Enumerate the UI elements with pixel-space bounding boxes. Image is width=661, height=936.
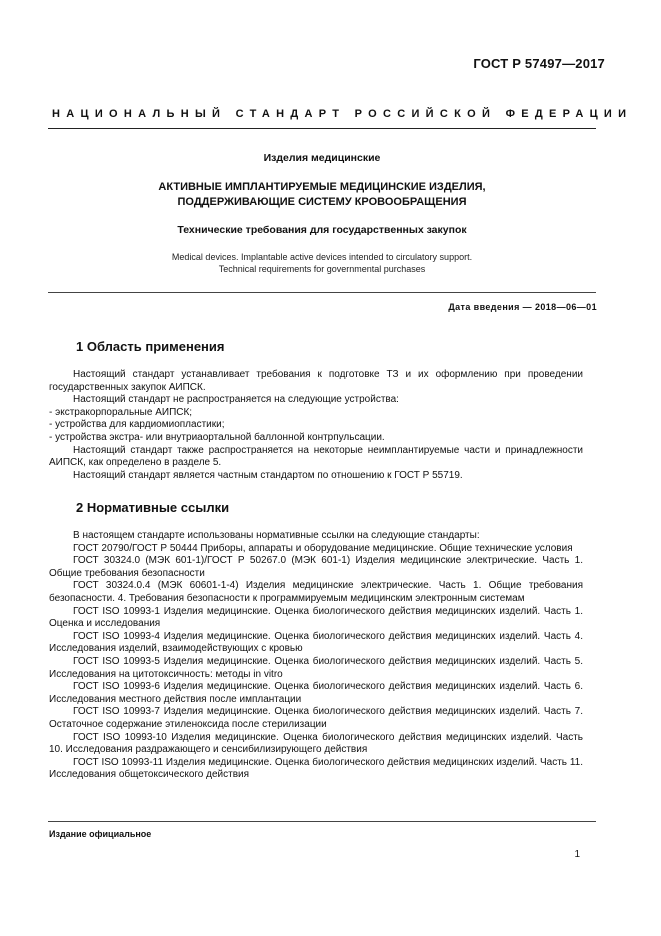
paragraph: Настоящий стандарт также распространяется на некоторые неимплантируемые части и принадлежности АИПСК, как определено в разделе 5. (49, 444, 583, 469)
section-2-heading: 2 Нормативные ссылки (76, 500, 230, 515)
section-1-heading: 1 Область применения (76, 339, 225, 354)
document-subtitle: Изделия медицинские (263, 152, 381, 164)
title-line-2: ПОДДЕРЖИВАЮЩИЕ СИСТЕМУ КРОВООБРАЩЕНИЯ (177, 196, 467, 208)
technical-requirements-title: Технические требования для государственных закупок (177, 224, 467, 236)
title-line-1: АКТИВНЫЕ ИМПЛАНТИРУЕМЫЕ МЕДИЦИНСКИЕ ИЗДЕЛИЯ, (158, 181, 486, 193)
page-number: 1 (574, 849, 580, 860)
paragraph: Настоящий стандарт не распространяется на следующие устройства: (73, 394, 399, 406)
english-title-line-2: Technical requirements for governmental purchases (218, 264, 426, 274)
document-title (48, 180, 596, 210)
official-edition-label: Издание официальное (49, 829, 152, 839)
reference-item: ГОСТ ISO 10993-10 Изделия медицинские. Оценка биологического действия медицинских изделий. Часть 10. Исследования раздражающего и сенсибилизирующего действия (49, 731, 583, 756)
list-item: - устройства экстра- или внутриаортальной баллонной контрпульсации. (49, 431, 385, 443)
reference-item: ГОСТ ISO 10993-4 Изделия медицинские. Оценка биологического действия медицинских изделий. Часть 4. Исследования изделий, взаимодействующих с кровью (49, 630, 583, 655)
paragraph: В настоящем стандарте использованы нормативные ссылки на следующие стандарты: (73, 530, 480, 541)
section-2-body (49, 530, 583, 782)
reference-item: ГОСТ ISO 10993-6 Изделия медицинские. Оценка биологического действия медицинских изделий. Часть 6. Исследования местного действия после имплантации (49, 681, 583, 705)
reference-item: ГОСТ 30324.0 (МЭК 601-1)/ГОСТ Р 50267.0 (МЭК 601-1) Изделия медицинские электрические. Часть 1. Общие требования безопасности (49, 555, 583, 579)
introduction-date: Дата введения — 2018—06—01 (448, 302, 597, 312)
list-item: - экстракорпоральные АИПСК; (49, 406, 193, 418)
footer-divider (48, 821, 596, 822)
reference-item: ГОСТ 20790/ГОСТ Р 50444 Приборы, аппараты и оборудование медицинские. Общие технические условия (73, 542, 573, 554)
top-divider (48, 128, 596, 129)
list-item: - устройства для кардиомиопластики; (49, 419, 225, 431)
reference-item: ГОСТ ISO 10993-7 Изделия медицинские. Оценка биологического действия медицинских изделий. Часть 7. Остаточное содержание этиленоксида после стерилизации (49, 706, 583, 730)
section-1-body (49, 369, 583, 482)
national-standard-banner: НАЦИОНАЛЬНЫЙ СТАНДАРТ РОССИЙСКОЙ ФЕДЕРАЦИИ (52, 108, 633, 120)
reference-item: ГОСТ ISO 10993-1 Изделия медицинские. Оценка биологического действия медицинских изделий. Часть 1. Оценка и исследования (49, 605, 583, 630)
document-number: ГОСТ Р 57497—2017 (473, 56, 605, 71)
reference-item: ГОСТ 30324.0.4 (МЭК 60601-1-4) Изделия медицинские электрические. Часть 1. Общие требования безопасности. 4. Требования безопасности к программируемым медицинским электронным системам (49, 580, 583, 604)
reference-item: ГОСТ ISO 10993-11 Изделия медицинские. Оценка биологического действия медицинских изделий. Часть 11. Исследования общетоксического действия (49, 756, 583, 781)
paragraph: Настоящий стандарт устанавливает требования к подготовке ТЗ и их оформлению при проведении государственных закупок АИПСК. (49, 369, 583, 393)
middle-divider (48, 292, 596, 293)
english-title (48, 251, 596, 275)
english-title-line-1: Medical devices. Implantable active devices intended to circulatory support. (171, 252, 473, 262)
paragraph: Настоящий стандарт является частным стандартом по отношению к ГОСТ Р 55719. (73, 469, 463, 481)
reference-item: ГОСТ ISO 10993-5 Изделия медицинские. Оценка биологического действия медицинских изделий. Часть 5. Исследования на цитотоксичность: методы in vitro (49, 655, 583, 680)
